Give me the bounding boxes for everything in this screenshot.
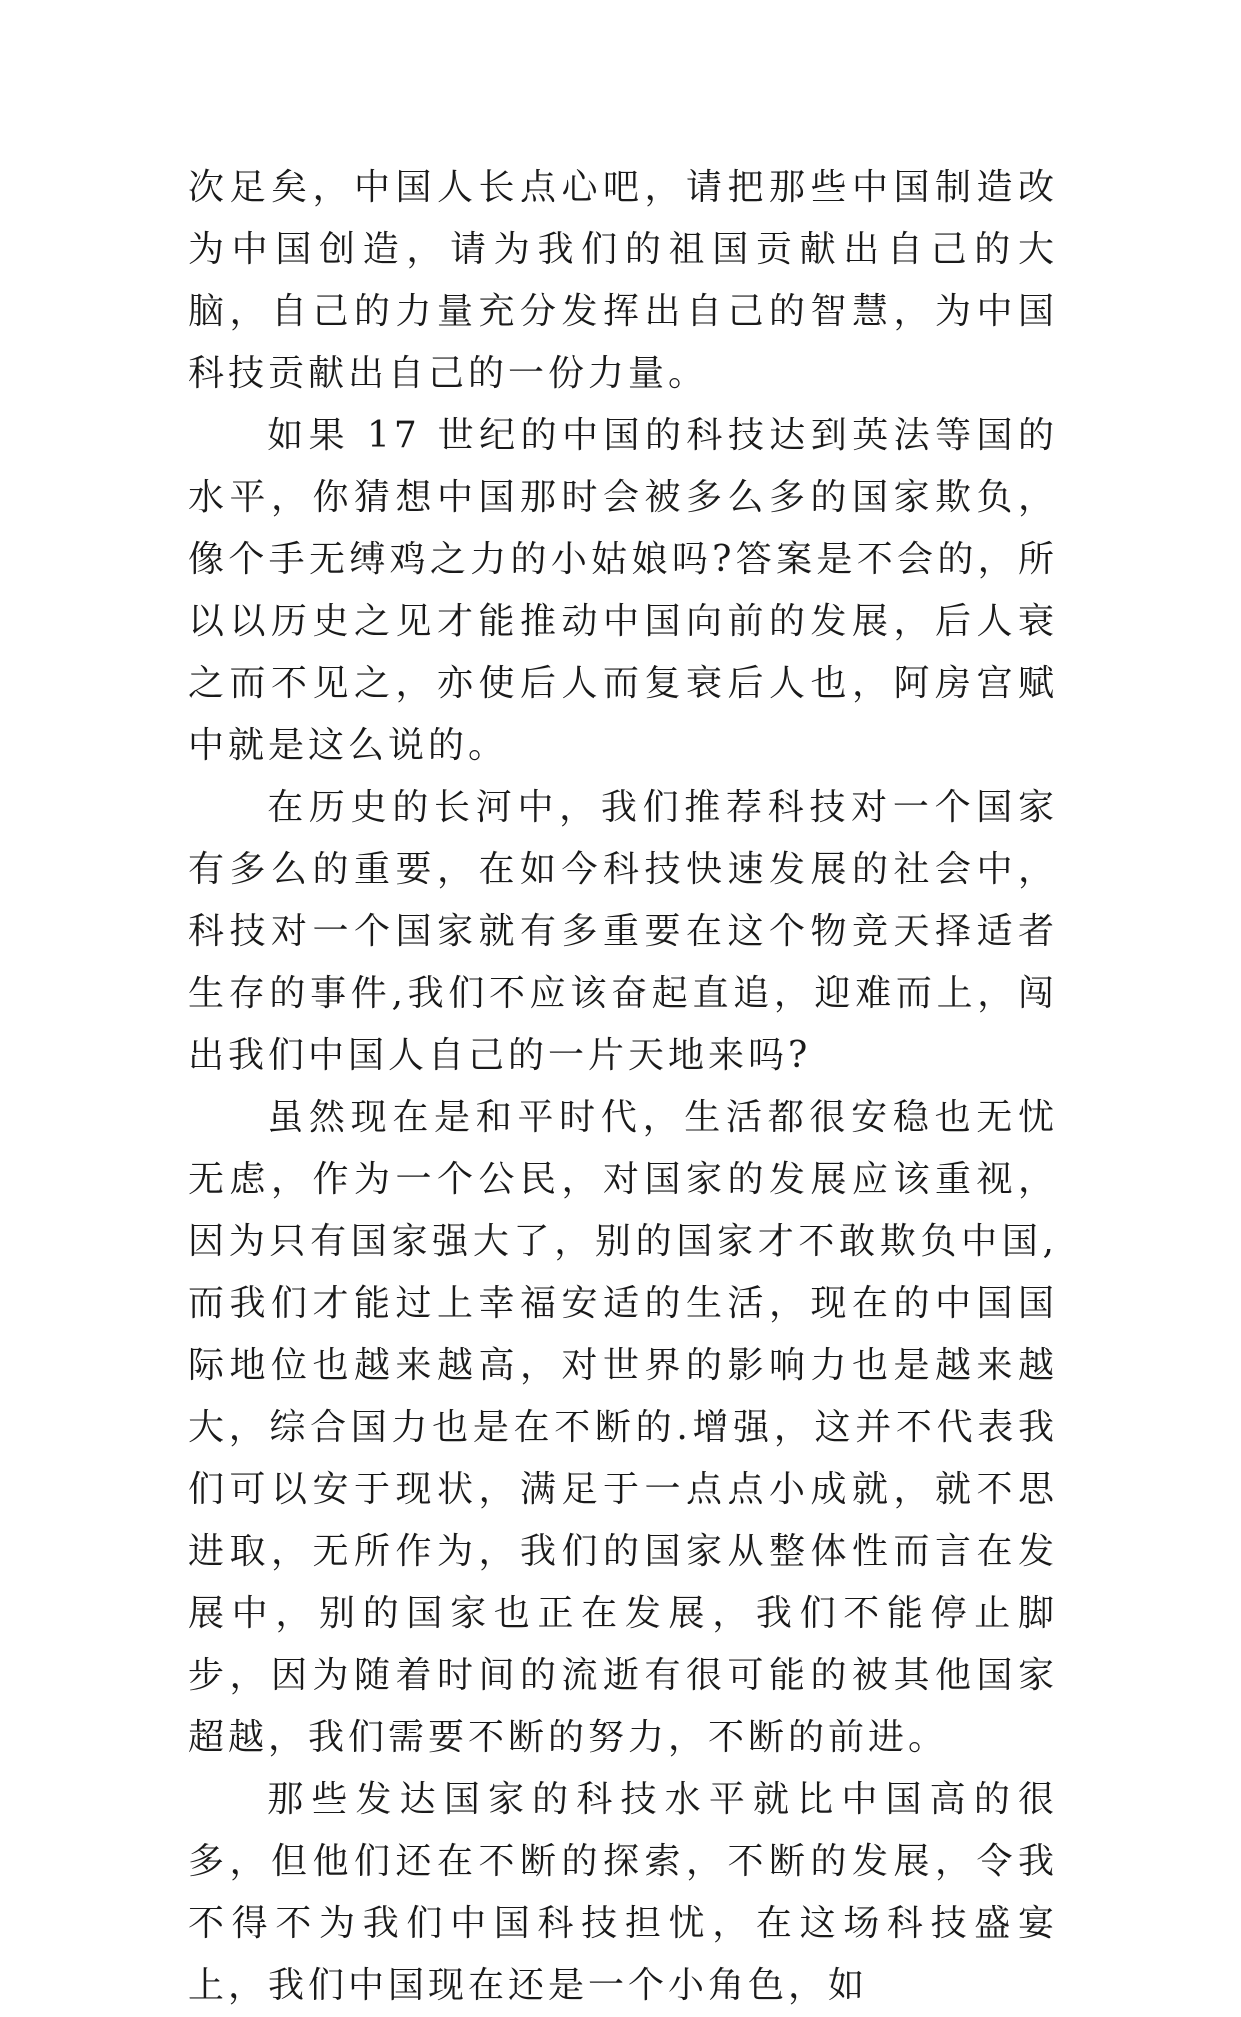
paragraph-1: 次足矣，中国人长点心吧，请把那些中国制造改为中国创造，请为我们的祖国贡献出自己的大脑，自己的力量充分发挥出自己的智慧，为中国科技贡献出自己的一份力量。 [188, 167, 1058, 394]
paragraph-2: 如果 17 世纪的中国的科技达到英法等国的水平，你猜想中国那时会被多么多的国家欺负，像个手无缚鸡之力的小姑娘吗?答案是不会的，所以以历史之见才能推动中国向前的发展，后人衰之而不见之，亦使后人而复衰后人也，阿房宫赋中就是这么说的。 [188, 415, 1058, 766]
paragraph-5: 那些发达国家的科技水平就比中国高的很多，但他们还在不断的探索，不断的发展，令我不得不为我们中国科技担忧，在这场科技盛宴上，我们中国现在还是一个小角色，如 [188, 1779, 1058, 2006]
paragraph-3: 在历史的长河中，我们推荐科技对一个国家有多么的重要，在如今科技快速发展的社会中，科技对一个国家就有多重要在这个物竞天择适者生存的事件,我们不应该奋起直追，迎难而上，闯出我们中国人自己的一片天地来吗? [188, 787, 1058, 1076]
paragraph-4: 虽然现在是和平时代，生活都很安稳也无忧无虑，作为一个公民，对国家的发展应该重视，因为只有国家强大了，别的国家才不敢欺负中国,而我们才能过上幸福安适的生活，现在的中国国际地位也越来越高，对世界的影响力也是越来越大，综合国力也是在不断的.增强，这并不代表我们可以安于现状，满足于一点点小成就，就不思进取，无所作为，我们的国家从整体性而言在发展中，别的国家也正在发展，我们不能停止脚步，因为随着时间的流逝有很可能的被其他国家超越，我们需要不断的努力，不断的前进。 [188, 1097, 1058, 1758]
document-body [188, 157, 1058, 2017]
